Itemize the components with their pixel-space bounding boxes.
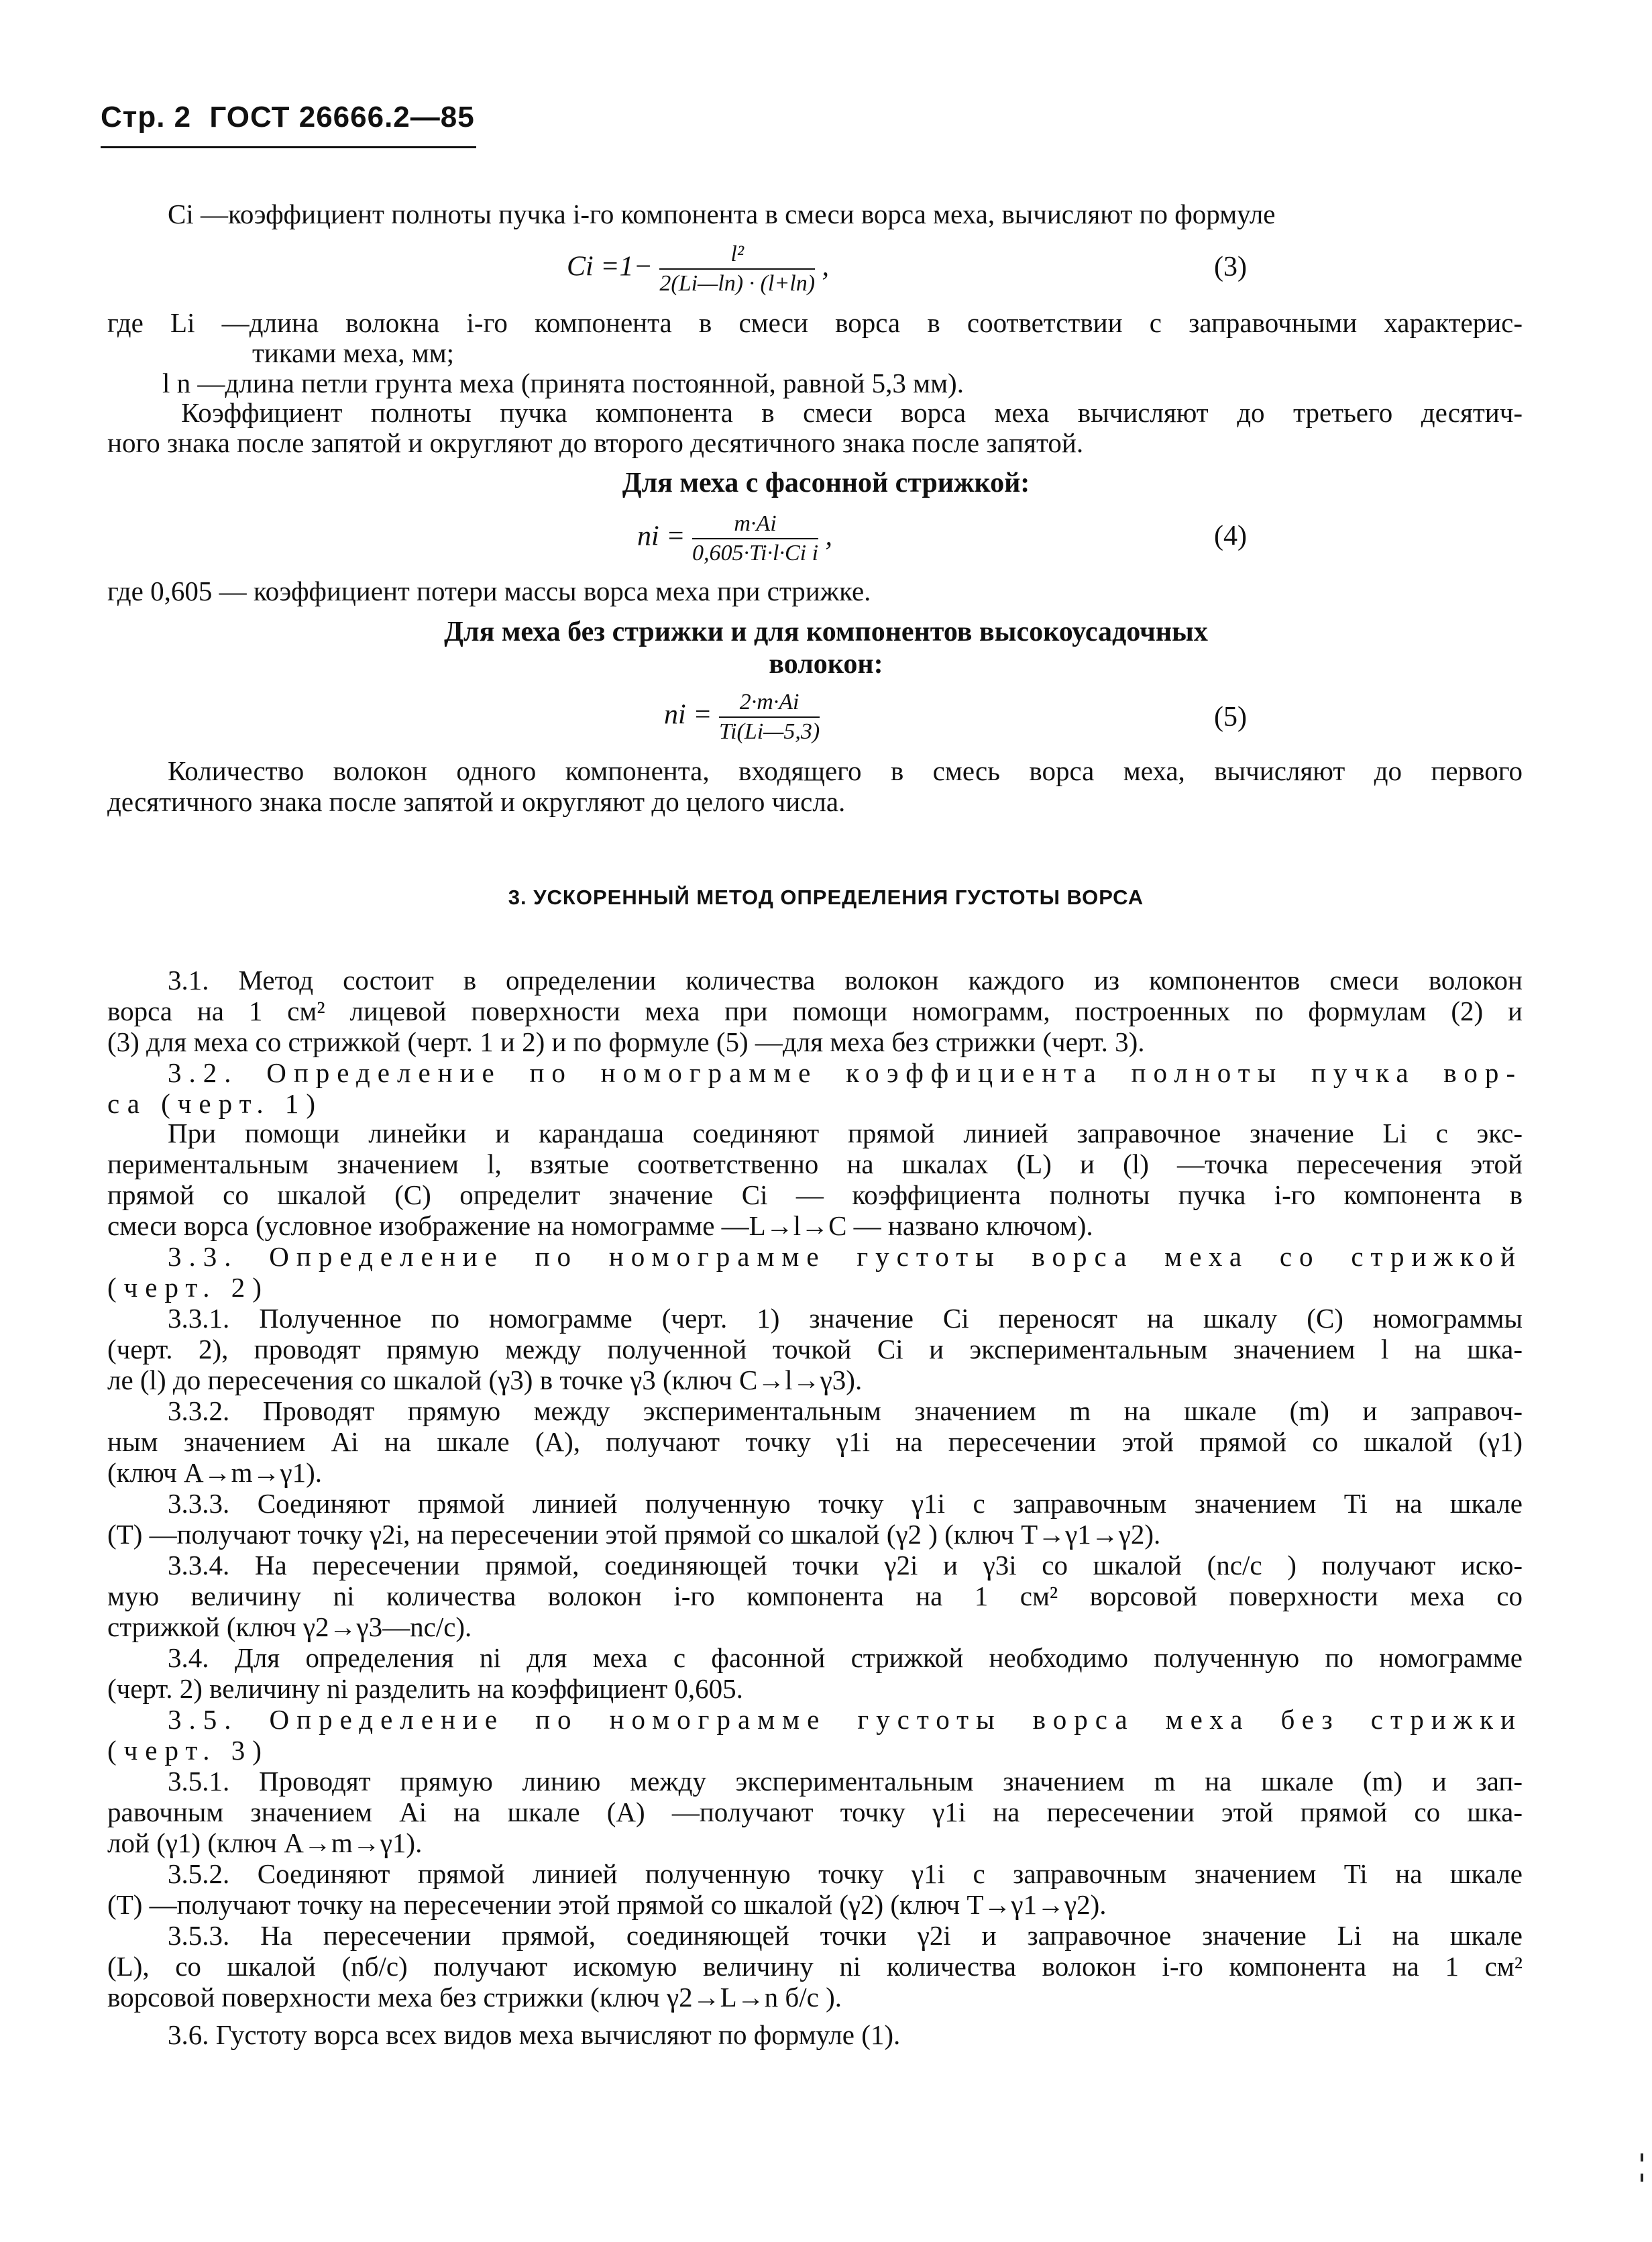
text-line: (черт. 2) величину ni разделить на коэффициент 0,605. bbox=[107, 1673, 743, 1704]
text-line: периментальным значением l, взятые соответственно на шкалах (L) и (l) —точка пересечения этой bbox=[107, 1149, 1523, 1179]
text-line: 3.5.1. Проводят прямую линию между экспериментальным значением m на шкале (m) и зап- bbox=[168, 1766, 1523, 1797]
text-line: мую величину ni количества волокон i-го компонента на 1 см² ворсовой поверхности меха со bbox=[107, 1581, 1523, 1611]
formula-4-lhs: ni = bbox=[637, 521, 685, 552]
equation-number-4: (4) bbox=[1214, 521, 1247, 551]
formula-3-comma: , bbox=[822, 251, 830, 282]
text-line: где Li —длина волокна i-го компонента в смеси ворса в соответствии с заправочными характерис- bbox=[107, 307, 1523, 338]
text-line: 3.2. Определение по номограмме коэффициента полноты пучка вор- bbox=[168, 1057, 1523, 1088]
text-line: прямой со шкалой (C) определит значение Ci — коэффициента полноты пучка i-го компонента в bbox=[107, 1179, 1523, 1210]
text-line: са (черт. 1) bbox=[107, 1088, 323, 1119]
text-line: ворсовой поверхности меха без стрижки (ключ γ2→L→n б/с ). bbox=[107, 1982, 842, 2013]
text-line: 3.6. Густоту ворса всех видов меха вычисляют по формуле (1). bbox=[168, 2019, 901, 2050]
text-line: 3.5. Определение по номограмме густоты ворса меха без стрижки bbox=[168, 1704, 1523, 1735]
text-line: ворса на 1 см² лицевой поверхности меха при помощи номограмм, построенных по формулам (2) и bbox=[107, 996, 1523, 1026]
formula-3-fraction bbox=[659, 242, 815, 297]
section-3-title: 3. УСКОРЕННЫЙ МЕТОД ОПРЕДЕЛЕНИЯ ГУСТОТЫ ВОРСА bbox=[508, 886, 1144, 909]
text-line: 3.5.3. На пересечении прямой, соединяющей точки γ2i и заправочное значение Li на шкале bbox=[168, 1920, 1523, 1951]
text-line: (L), со шкалой (nб/с) получают искомую величину ni количества волокон i-го компонента на 1 см² bbox=[107, 1951, 1523, 1982]
formula-4-fraction bbox=[692, 511, 818, 566]
text-line: Коэффициент полноты пучка компонента в смеси ворса меха вычисляют до третьего десятич- bbox=[181, 397, 1523, 428]
equation-number-3: (3) bbox=[1214, 252, 1247, 282]
equation-number-5: (5) bbox=[1214, 702, 1247, 733]
text-line: десятичного знака после запятой и округляют до целого числа. bbox=[107, 786, 846, 817]
formula-4-comma: , bbox=[825, 521, 833, 552]
formula-5-fraction bbox=[719, 690, 820, 745]
text-line: 3.3.3. Соединяют прямой линией полученную точку γ1i с заправочным значением Ti на шкале bbox=[168, 1488, 1523, 1519]
page-number-label: Стр. 2 bbox=[101, 101, 192, 134]
text-line: (черт. 3) bbox=[107, 1735, 269, 1766]
text-line: равочным значением Ai на шкале (A) —получают точку γ1i на пересечении этой прямой со шка- bbox=[107, 1797, 1523, 1827]
text-line: 3.3. Определение по номограмме густоты ворса меха со стрижкой bbox=[168, 1241, 1523, 1272]
text-line: ле (l) до пересечения со шкалой (γ3) в точке γ3 (ключ C→l→γ3). bbox=[107, 1365, 863, 1395]
text-line: ного знака после запятой и округляют до второго десятичного знака после запятой. bbox=[107, 427, 1084, 458]
text-line: При помощи линейки и карандаша соединяют прямой линией заправочное значение Li с экс- bbox=[168, 1118, 1523, 1149]
text-line: 3.4. Для определения ni для меха с фасонной стрижкой необходимо полученную по номограмме bbox=[168, 1642, 1523, 1673]
formula-3-lhs: Ci =1− bbox=[567, 251, 653, 282]
standard-code: ГОСТ 26666.2—85 bbox=[209, 101, 475, 134]
header-rule bbox=[101, 146, 476, 148]
text-line: l n —длина петли грунта меха (принята постоянной, равной 5,3 мм). bbox=[162, 368, 964, 398]
text-line: 3.1. Метод состоит в определении количества волокон каждого из компонентов смеси волокон bbox=[168, 965, 1523, 996]
formula-3-denominator: 2(Li—ln) · (l+ln) bbox=[659, 271, 816, 296]
formula-5-numerator: 2·m·Ai bbox=[719, 690, 820, 718]
text-line: Количество волокон одного компонента, входящего в смесь ворса меха, вычисляют до первого bbox=[168, 755, 1523, 786]
text-line: смеси ворса (условное изображение на номограмме —L→l→C — названо ключом). bbox=[107, 1210, 1093, 1241]
text-line: тиками меха, мм; bbox=[252, 337, 455, 368]
text-line: Ci —коэффициент полноты пучка i-го компонента в смеси ворса меха, вычисляют по формуле bbox=[168, 199, 1276, 229]
text-line: лой (γ1) (ключ A→m→γ1). bbox=[107, 1827, 423, 1858]
formula-5-denominator: Ti(Li—5,3) bbox=[719, 719, 820, 744]
text-line: 3.3.4. На пересечении прямой, соединяющей точки γ2i и γ3i со шкалой (nc/c ) получают иско- bbox=[168, 1550, 1523, 1581]
text-line: (T) —получают точку γ2i, на пересечении этой прямой со шкалой (γ2 ) (ключ T→γ1→γ2). bbox=[107, 1519, 1161, 1550]
subheading-no-shearing-line1: Для меха без стрижки и для компонентов высокоусадочных bbox=[444, 617, 1208, 647]
formula-3-numerator: l² bbox=[659, 242, 815, 270]
text-line: 3.3.2. Проводят прямую между экспериментальным значением m на шкале (m) и заправоч- bbox=[168, 1395, 1523, 1426]
text-line: стрижкой (ключ γ2→γ3—nc/c). bbox=[107, 1611, 472, 1642]
text-line: 3.5.2. Соединяют прямой линией полученную точку γ1i с заправочным значением Ti на шкале bbox=[168, 1858, 1523, 1889]
formula-3 bbox=[567, 242, 829, 297]
formula-4 bbox=[637, 511, 832, 566]
formula-4-numerator: m·Ai bbox=[692, 511, 818, 539]
subheading-figured-shearing: Для меха с фасонной стрижкой: bbox=[622, 468, 1030, 498]
scan-mark bbox=[1641, 2174, 1643, 2182]
text-line: (черт. 2), проводят прямую между полученной точкой Ci и экспериментальным значением l на шка- bbox=[107, 1334, 1523, 1365]
text-line: 3.3.1. Полученное по номограмме (черт. 1) значение Ci переносят на шкалу (C) номограммы bbox=[168, 1303, 1523, 1334]
text-line: (3) для меха со стрижкой (черт. 1 и 2) и по формуле (5) —для меха без стрижки (черт. 3). bbox=[107, 1026, 1145, 1057]
subheading-no-shearing-line2: волокон: bbox=[769, 649, 883, 680]
text-line: (черт. 2) bbox=[107, 1272, 269, 1303]
formula-5 bbox=[664, 690, 820, 745]
text-line: где 0,605 — коэффициент потери массы ворса меха при стрижке. bbox=[107, 576, 871, 606]
text-line: (ключ A→m→γ1). bbox=[107, 1457, 322, 1488]
page-header bbox=[101, 101, 475, 134]
text-line: ным значением Ai на шкале (A), получают точку γ1i на пересечении этой прямой со шкалой (γ1) bbox=[107, 1426, 1523, 1457]
formula-4-denominator: 0,605·Ti·l·Ci i bbox=[692, 541, 819, 566]
scan-mark bbox=[1641, 2153, 1643, 2161]
text-line: (T) —получают точку на пересечении этой прямой со шкалой (γ2) (ключ T→γ1→γ2). bbox=[107, 1889, 1107, 1920]
formula-5-lhs: ni = bbox=[664, 699, 712, 731]
